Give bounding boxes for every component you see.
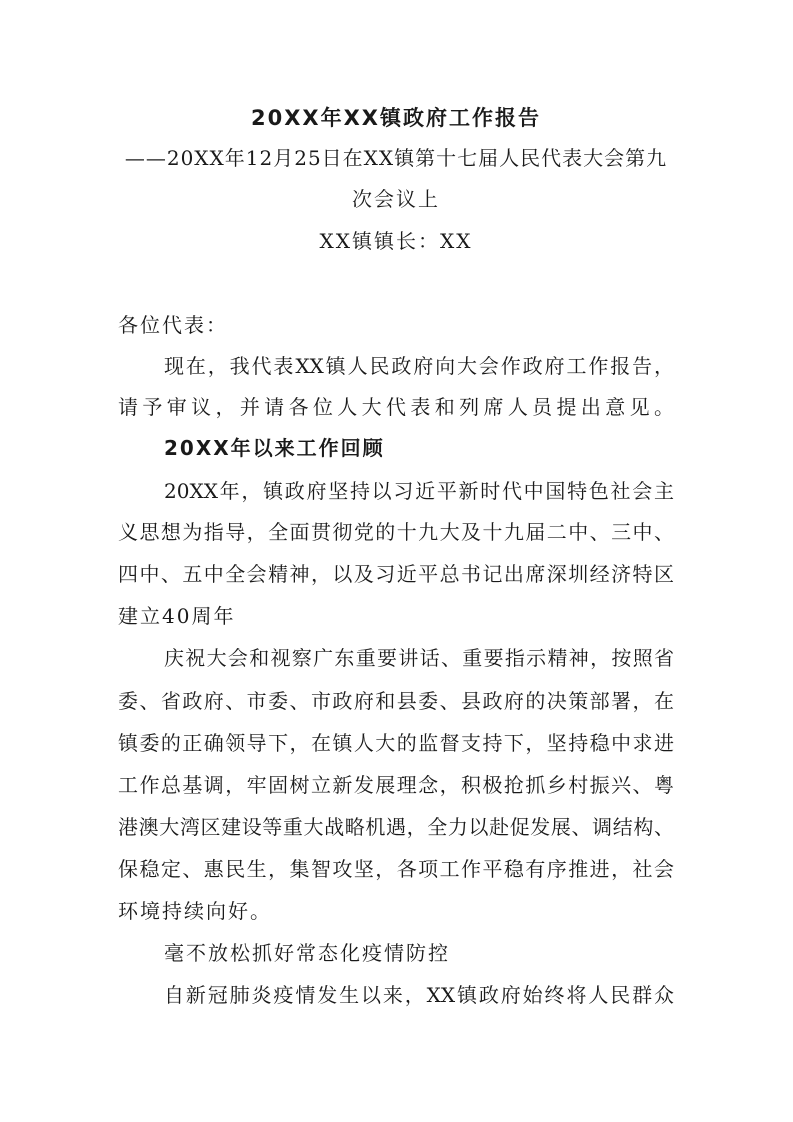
section-heading: 20XX年以来工作回顾 [164, 436, 385, 460]
paragraph-3-line-5: 港澳大湾区建设等重大战略机遇，全力以赴促发展、调结构、 [118, 815, 674, 839]
paragraph-1-line-1: 现在，我代表XX镇人民政府向大会作政府工作报告， [164, 354, 674, 378]
paragraph-2-line-2: 义思想为指导，全面贯彻党的十九大及十九届二中、三中、 [118, 520, 674, 544]
subtitle-line-2: 次会议上 [352, 187, 440, 211]
salutation: 各位代表： [118, 313, 228, 337]
paragraph-3-line-6: 保稳定、惠民生，集智攻坚，各项工作平稳有序推进，社会 [118, 857, 674, 881]
subsection-heading: 毫不放松抓好常态化疫情防控 [164, 941, 450, 965]
subtitle-line-1: ——20XX年12月25日在XX镇第十七届人民代表大会第九 [124, 146, 668, 170]
paragraph-5-line-1: 自新冠肺炎疫情发生以来，XX镇政府始终将人民群众 [164, 983, 674, 1007]
paragraph-2-line-4: 建立40周年 [118, 604, 236, 628]
paragraph-3-line-2: 委、省政府、市委、市政府和县委、县政府的决策部署，在 [118, 689, 674, 713]
paragraph-2-line-1: 20XX年，镇政府坚持以习近平新时代中国特色社会主 [164, 479, 674, 503]
paragraph-3-line-4: 工作总基调，牢固树立新发展理念，积极抢抓乡村振兴、粤 [118, 773, 674, 797]
paragraph-3-line-1: 庆祝大会和视察广东重要讲话、重要指示精神，按照省 [164, 646, 674, 670]
paragraph-1-line-2: 请予审议，并请各位人大代表和列席人员提出意见。 [118, 395, 674, 419]
paragraph-3-line-3: 镇委的正确领导下，在镇人大的监督支持下，坚持稳中求进 [118, 731, 674, 755]
paragraph-2-line-3: 四中、五中全会精神，以及习近平总书记出席深圳经济特区 [118, 562, 674, 586]
speaker-line: XX镇镇长：XX [319, 229, 473, 253]
document-title: 20XX年XX镇政府工作报告 [251, 106, 541, 130]
paragraph-3-line-7: 环境持续向好。 [118, 899, 272, 923]
